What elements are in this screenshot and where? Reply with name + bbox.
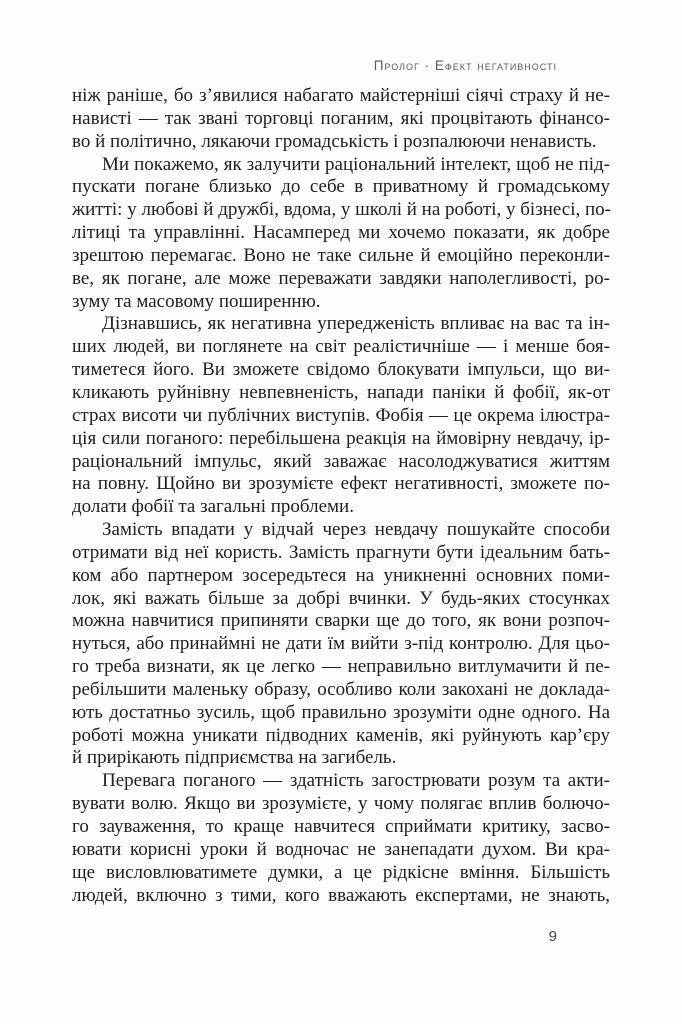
text-line: літиці та управлінні. Насамперед ми хочемо показати, як добре [72, 222, 610, 244]
text-line: можна навчитися припиняти сварки ще до того, як вони розпоч- [72, 610, 610, 632]
text-line: лок, які важать більше за добрі вчинки. У будь-яких стосунках [72, 587, 610, 609]
running-header: Пролог · Ефект негативності [373, 58, 557, 73]
text-line: пускати погане близько до себе в приватному й громадському [72, 176, 610, 198]
text-line: ювати корисні уроки й водночас не занепадати духом. Ви кра- [72, 838, 610, 860]
text-line: ребільшити маленьку образу, особливо коли закохані не доклада- [72, 678, 610, 700]
text-line: й прирікають підприємства на загибель. [72, 747, 397, 769]
paragraph [72, 519, 610, 770]
text-line: нуться, або принаймні не дати їм вийти з-під контролю. Для цьо- [72, 633, 610, 655]
text-line: житті: у любові й дружбі, вдома, у школі й на роботі, у бізнесі, по- [72, 199, 611, 221]
text-line: отримати від неї користь. Замість прагнути бути ідеальним бать- [72, 541, 610, 563]
paragraph [72, 85, 610, 154]
text-line: Замість впадати у відчай через невдачу пошукайте способи [102, 519, 610, 541]
text-line: го треба визнати, як це легко — неправильно витлумачити й пе- [72, 656, 610, 678]
text-line: ве, як погане, але може переважати завдяки наполегливості, ро- [72, 267, 610, 289]
paragraph [72, 770, 610, 907]
page-number: 9 [548, 928, 557, 945]
text-line: роботі можна уникати підводних каменів, які руйнують кар’єру [72, 724, 610, 746]
paragraph [72, 313, 610, 519]
text-line: ком або партнером зосередьтеся на уникненні основних поми- [72, 564, 610, 586]
text-line: Дізнавшись, як негативна упередженість впливає на вас та ін- [102, 313, 610, 335]
text-line: нависті — так звані торговці поганим, які процвітають фінансо- [72, 107, 610, 129]
text-line: долати фобії та загальні проблеми. [72, 496, 354, 518]
text-line: кликають руйнівну невпевненість, напади паніки й фобії, як-от [72, 381, 610, 403]
text-line: тиметеся його. Ви зможете свідомо блокувати імпульси, що ви- [72, 359, 610, 381]
text-line: страх висоти чи публічних виступів. Фобія — це окрема ілюстра- [72, 404, 610, 426]
text-line: ють достатньо зусиль, щоб правильно зрозуміти одне одного. На [72, 701, 610, 723]
text-line: го зауваження, то краще навчитеся сприймати критику, засво- [72, 816, 610, 837]
text-line: зуму та масовому поширенню. [72, 290, 321, 312]
text-line: зрештою перемагає. Воно не таке сильне й емоційно переконли- [72, 244, 610, 266]
text-line: людей, включно з тими, кого вважають експертами, не знають, [72, 884, 610, 906]
text-line: ще висловлюватимете думки, а це рідкісне вміння. Більшість [72, 861, 610, 883]
text-line: ших людей, ви поглянете на світ реалістичніше — і менше боя- [72, 336, 610, 358]
text-line: вувати волю. Якщо ви зрозумієте, у чому полягає вплив болючо- [72, 793, 610, 815]
text-line: раціональний імпульс, який заважає насолоджуватися життям [72, 450, 610, 472]
body-text [72, 85, 610, 907]
text-line: во й політично, лякаючи громадськість і розпалюючи ненависть. [72, 130, 597, 152]
text-line: Ми покажемо, як залучити раціональний інтелект, щоб не під- [102, 153, 610, 175]
text-line: ніж раніше, бо з’явилися набагато майстерніші сіячі страху й не- [72, 85, 610, 106]
text-line: на повну. Щойно ви зрозумієте ефект негативності, зможете по- [72, 473, 610, 495]
text-line: ція сили поганого: перебільшена реакція на ймовірну невдачу, ір- [72, 427, 610, 449]
text-line: Перевага поганого — здатність загострювати розум та акти- [102, 770, 610, 792]
paragraph [72, 154, 610, 314]
